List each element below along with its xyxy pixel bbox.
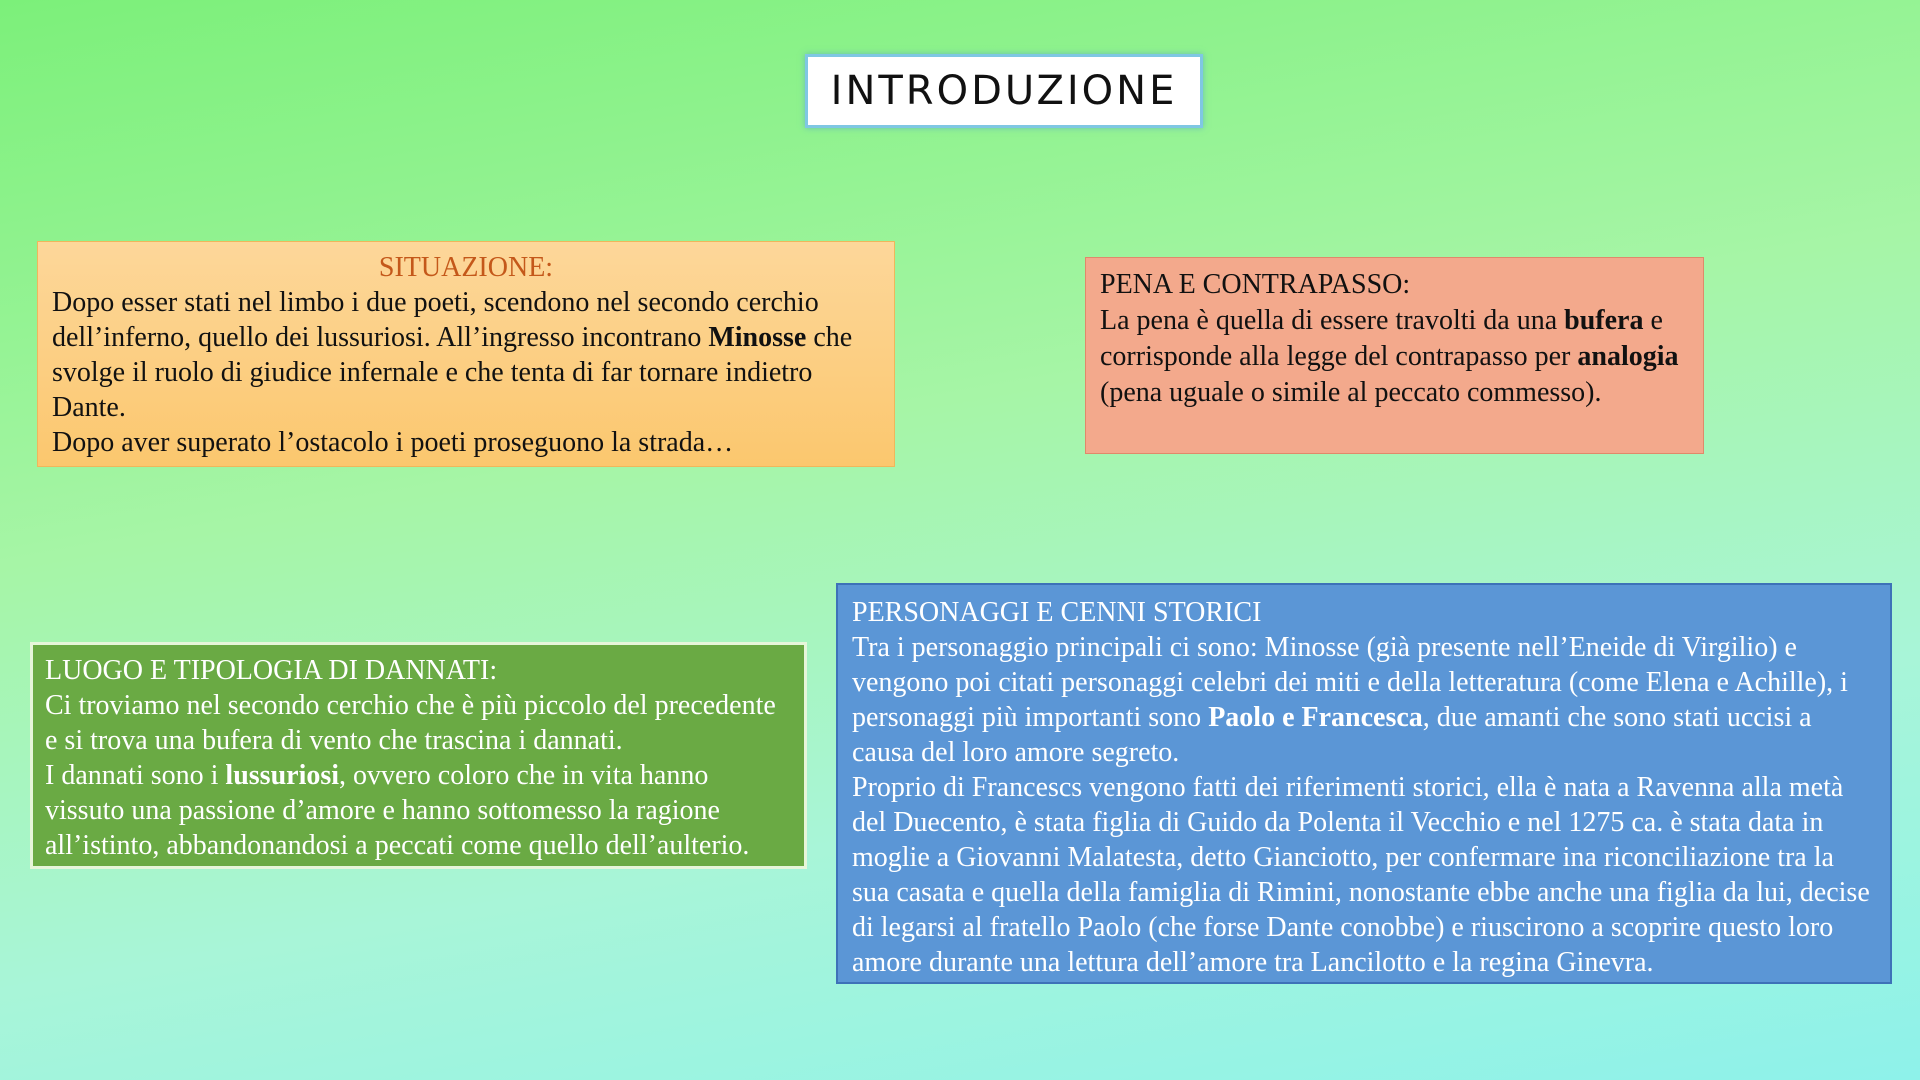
luogo-paragraph-2: I dannati sono i lussuriosi, ovvero coloro che in vita hanno vissuto una passione d’amore e hanno sottomesso la ragione all’istinto, abbandonandosi a peccati come quello dell’aulterio. [45, 760, 750, 861]
personaggi-heading: PERSONAGGI E CENNI STORICI [852, 597, 1262, 628]
pena-bold-analogia: analogia [1577, 341, 1679, 372]
page-title: INTRODUZIONE [805, 54, 1203, 128]
personaggi-paragraph: Tra i personaggio principali ci sono: Minosse (già presente nell’Eneide di Virgilio) e vengono poi citati personaggi celebri dei miti e della letteratura (come Elena e Achille), i personaggi più importanti sono Paolo e Francesca, due amanti che sono stati uccisi a causa del loro amore segreto. [852, 632, 1848, 768]
situazione-paragraph-2: Dopo aver superato l’ostacolo i poeti proseguono la strada… [52, 427, 734, 458]
luogo-heading: LUOGO E TIPOLOGIA DI DANNATI: [45, 655, 498, 686]
luogo-box [30, 642, 807, 869]
situazione-heading: SITUAZIONE: [378, 252, 554, 283]
luogo-paragraph: Ci troviamo nel secondo cerchio che è più piccolo del precedente e si trova una bufera di vento che trascina i dannati. [45, 690, 776, 756]
luogo-bold-lussuriosi: lussuriosi [225, 760, 340, 791]
personaggi-paragraph-2: Proprio di Francescs vengono fatti dei riferimenti storici, ella è nata a Ravenna alla metà del Duecento, è stata figlia di Guido da Polenta il Vecchio e nel 1275 ca. è stata data in moglie a Giovanni Malatesta, detto Gianciotto, per confermare ina riconciliazione tra la sua casata e quella della famiglia di Rimini, nonostante ebbe anche una figlia da lui, decise di legarsi al fratello Paolo (che forse Dante conobbe) e riuscirono a scoprire questo loro amore durante una lettura dell’amore tra Lancilotto e la regina Ginevra. [852, 772, 1870, 978]
pena-box [1085, 257, 1704, 454]
pena-paragraph: La pena è quella di essere travolti da una bufera e corrisponde alla legge del contrapasso per analogia (pena uguale o simile al peccato commesso). [1100, 305, 1679, 408]
pena-heading: PENA E CONTRAPASSO: [1100, 269, 1411, 300]
personaggi-bold-paolo-francesca: Paolo e Francesca [1208, 702, 1423, 733]
situazione-bold-minosse: Minosse [708, 322, 807, 353]
personaggi-box [836, 583, 1892, 984]
situazione-paragraph: Dopo esser stati nel limbo i due poeti, scendono nel secondo cerchio dell’inferno, quello dei lussuriosi. All’ingresso incontrano Minosse che svolge il ruolo di giudice infernale e che tenta di far tornare indietro Dante. [52, 287, 853, 423]
pena-bold-bufera: bufera [1564, 305, 1644, 336]
situazione-box [37, 241, 895, 467]
